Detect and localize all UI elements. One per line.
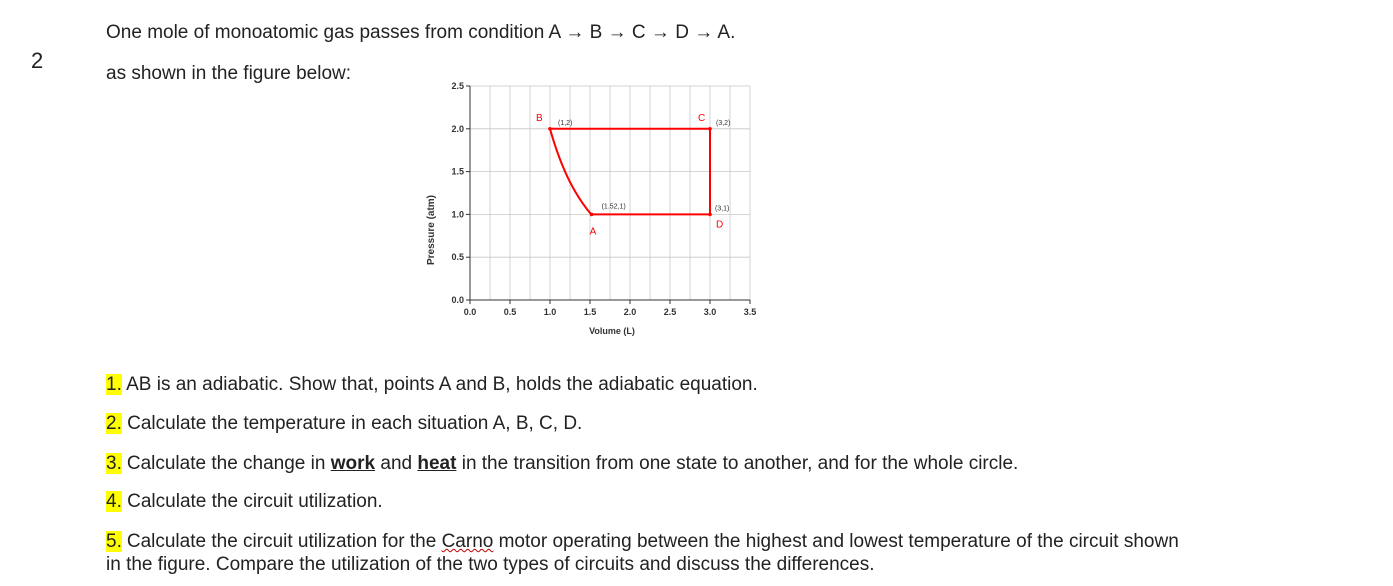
pv-diagram — [418, 68, 778, 353]
y-tick-label: 1.5 — [451, 166, 464, 177]
question-number: 2 — [31, 48, 44, 73]
y-tick-label: 0.0 — [451, 295, 464, 305]
task-5-number: 5. — [106, 531, 122, 552]
x-tick-label: 1.0 — [543, 307, 557, 317]
x-tick-label: 0.0 — [463, 307, 477, 317]
task-3-text-post: in the transition from one state to another, and for the whole circle. — [456, 453, 1019, 474]
x-tick-label: 2.0 — [623, 307, 637, 317]
y-tick-label: 1.0 — [451, 209, 464, 220]
task-3 — [106, 452, 1018, 476]
y-axis-label: Pressure (atm) — [426, 194, 437, 266]
point-D-coord: (3,1) — [715, 205, 730, 213]
intro-line-2: as shown in the figure below: — [106, 63, 352, 84]
point-labels — [536, 113, 730, 238]
point-A-coord: (1.52,1) — [601, 203, 626, 211]
task-3-heat: heat — [417, 453, 457, 474]
y-tick-label: 2.5 — [451, 81, 464, 91]
task-1-number: 1. — [106, 374, 122, 395]
task-3-text-pre: Calculate the change in — [126, 453, 331, 474]
point-B-coord: (1,2) — [558, 119, 573, 127]
intro-line-1: One mole of monoatomic gas passes from condition A → B → C → D → A. — [106, 22, 736, 43]
x-tick-label: 0.5 — [503, 307, 517, 317]
y-tick-label: 0.5 — [451, 252, 464, 263]
point-C-coord: (3,2) — [716, 119, 731, 127]
point-A-name: A — [589, 226, 597, 238]
chart-grid — [470, 86, 750, 300]
point-D — [708, 213, 712, 217]
task-3-number: 3. — [106, 453, 122, 474]
point-B — [548, 127, 552, 131]
task-2-number: 2. — [106, 413, 122, 434]
point-C — [708, 127, 712, 131]
point-B-name: B — [536, 112, 543, 124]
task-5-text-post: motor operating between the highest and lowest temperature of the circuit shown — [493, 531, 1179, 552]
point-A — [590, 213, 594, 217]
point-D-name: D — [716, 219, 724, 231]
task-5 — [106, 530, 1179, 554]
task-1-text: AB is an adiabatic. Show that, points A and B, holds the adiabatic equation. — [126, 374, 758, 395]
x-axis-label: Volume (L) — [589, 326, 635, 336]
task-2 — [106, 412, 582, 436]
task-4 — [106, 490, 383, 514]
point-C-name: C — [698, 112, 706, 124]
task-5-line-2: in the figure. Compare the utilization of the two types of circuits and discuss the differences. — [106, 554, 875, 575]
task-3-work: work — [330, 453, 376, 474]
task-4-text: Calculate the circuit utilization. — [127, 491, 383, 512]
task-3-text-mid: and — [375, 453, 418, 474]
y-tick-label: 2.0 — [451, 123, 464, 134]
task-4-number: 4. — [106, 491, 122, 512]
x-tick-label: 3.0 — [703, 307, 717, 317]
task-5-carno: Carno — [441, 531, 494, 552]
task-2-text: Calculate the temperature in each situation A, B, C, D. — [127, 413, 583, 434]
task-1 — [106, 373, 758, 397]
task-5-text-pre: Calculate the circuit utilization for the — [126, 531, 442, 552]
x-tick-label: 3.5 — [743, 307, 757, 317]
x-tick-label: 2.5 — [663, 307, 677, 317]
x-tick-label: 1.5 — [583, 307, 597, 317]
